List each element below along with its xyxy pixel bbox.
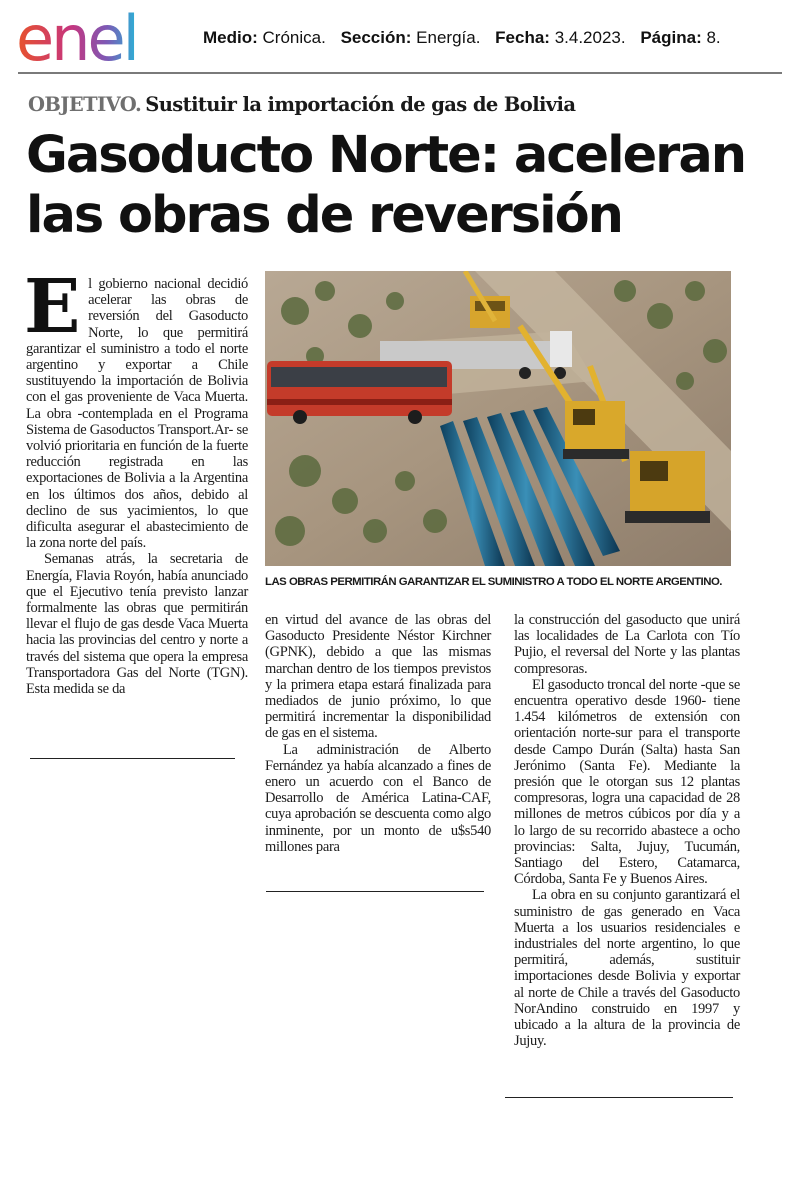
column-3 [514, 612, 740, 1049]
column-1-end-rule [30, 758, 235, 759]
headline: Gasoducto Norte: aceleran las obras de reversión [26, 126, 746, 245]
paragraph [24, 264, 248, 552]
column-2-end-rule [266, 891, 484, 892]
kicker [28, 93, 575, 116]
fecha-label: Fecha: [495, 28, 550, 47]
seccion-value: Energía. [416, 28, 481, 47]
seccion-label: Sección: [340, 28, 412, 47]
paragraph-text: l gobierno nacional decidió acelerar las obras de reversión del Gasoducto Norte, lo que permitirá garantizar el suministro a todo el norte argentino y exportar a Chile sustituyendo la importación de Bolivia con el gas proveniente de Vaca Muerta. La obra -contemplada en el Programa Sistema de Gasoductos Transport.Ar- se volvió prioritaria en función de la fuerte reducción registrada en las exportaciones de Bolivia a la Argentina en los últimos dos años, debido al declino de sus yacimientos, lo que dificulta asegurar el abastecimiento de la zona norte del país. [26, 276, 248, 552]
column-1 [24, 264, 248, 698]
dropcap: E [24, 264, 81, 350]
publication-meta [203, 28, 721, 48]
paragraph: El gasoducto troncal del norte -que se encuentra operativo desde 1960- tiene 1.454 kilómetros de extensión con orientación norte-sur para el transporte desde Campo Durán (Salta) hasta San Jerónimo (Santa Fe). Mediante la presión que le otorgan sus 12 plantas compresoras, logra una capacidad de 28 millones de metros cúbicos por día y a lo largo de su recorrido abastece a ocho provincias: Salta, Jujuy, Tucumán, Santiago del Estero, Catamarca, Córdoba, Santa Fe y Buenos Aires. [514, 676, 740, 888]
fecha-value: 3.4.2023. [554, 28, 626, 47]
paragraph: la construcción del gasoducto que unirá las localidades de La Carlota con Tío Pujio, el reversal del Norte y las plantas compresoras. [514, 612, 740, 677]
paragraph: en virtud del avance de las obras del Gasoducto Presidente Néstor Kirchner (GPNK), debido a que las mismas marchan dentro de los tiempos previstos y la primera etapa estará finalizada para mediados de junio próximo, lo que permitirá incrementar la disponibilidad de gas en el sistema. [265, 612, 491, 742]
medio-value: Crónica. [262, 28, 326, 47]
logo-text: enel [16, 8, 137, 68]
pagina-value: 8. [706, 28, 721, 47]
paragraph: La administración de Alberto Fernández ya había alcanzado a fines de enero un acuerdo con el Banco de Desarrollo de América Latina-CAF, cuya aprobación se descuenta como algo inminente, por un monto de u$s540 millones para [265, 741, 491, 855]
medio-label: Medio: [203, 28, 258, 47]
photo-caption: LAS OBRAS PERMITIRÁN GARANTIZAR EL SUMINISTRO A TODO EL NORTE ARGENTINO. [265, 576, 722, 588]
header-divider [18, 72, 782, 74]
paragraph: Semanas atrás, la secretaria de Energía, Flavia Royón, había anunciado que el Ejecutivo tenía previsto lanzar formalmente las obras que permitirán llevar el flujo de gas desde Vaca Muerta hacia las provincias del centro y norte a través del sistema que opera la empresa Transportadora Gas del Norte (TGN). Esta medida se da [26, 551, 248, 698]
pagina-label: Página: [640, 28, 702, 47]
column-2 [265, 612, 491, 855]
paragraph: La obra en su conjunto garantizará el suministro de gas generado en Vaca Muerta a los usuarios residenciales e industriales del norte argentino, lo que permitirá, además, sustituir importaciones desde Bolivia y exportar al norte de Chile a través del Gasoducto NorAndino construido en 1997 y ubicado a la altura de la provincia de Jujuy. [514, 887, 740, 1050]
article-photo [265, 271, 731, 566]
kicker-label: OBJETIVO. [28, 93, 142, 116]
enel-logo [16, 8, 184, 68]
kicker-text: Sustituir la importación de gas de Bolivia [145, 93, 576, 116]
column-3-end-rule [505, 1097, 733, 1098]
